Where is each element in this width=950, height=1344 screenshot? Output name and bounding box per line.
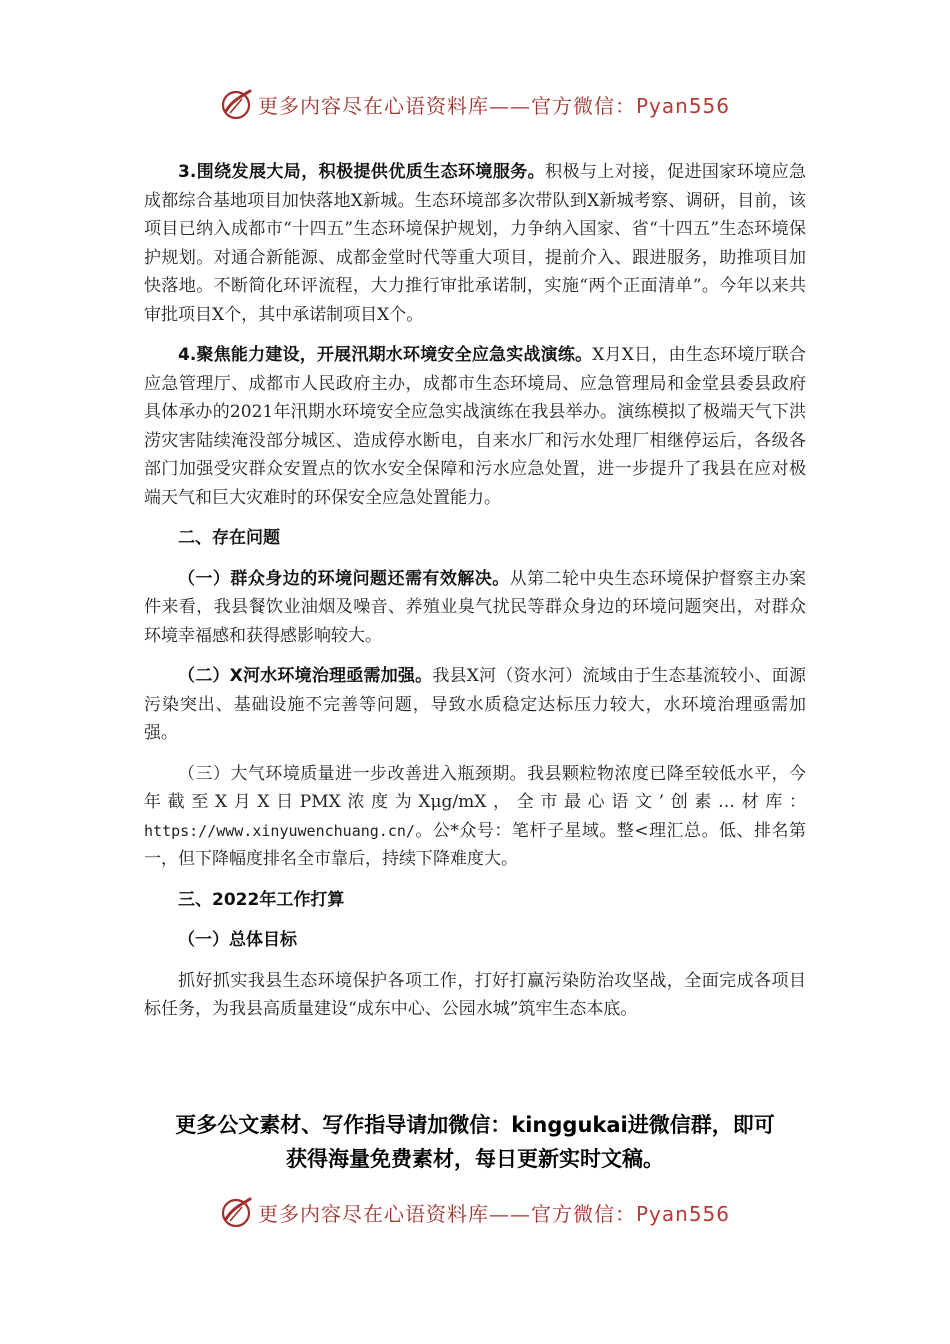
issue-2 [144, 662, 806, 748]
paragraph-item-4 [144, 341, 806, 512]
goal-paragraph: 抓好抓实我县生态环境保护各项工作，打好打赢污染防治攻坚战，全面完成各项目标任务，为我县高质量建设“成东中心、公园水城”筑牢生态本底。 [144, 970, 806, 1019]
banner-wechat-id: Pyan556 [635, 93, 730, 118]
paragraph-text: （三）大气环境质量进一步改善进入瓶颈期。我县颗粒物浓度已降至较低水平，今年截至X月X日PMX浓度为Xμg/mX，全市最心语文’创素…材库： [144, 763, 806, 812]
banner-wechat-id: Pyan556 [635, 1201, 730, 1226]
banner-label: 更多内容尽在心语资料库——官方微信： [257, 93, 636, 118]
paragraph-text: 从第二轮中央生态环境保护督察主办案件来看，我县餐饮业油烟及噪音、养殖业臭气扰民等群众身边的环境问题突出，对群众环境幸福感和获得感影响较大。 [144, 568, 807, 646]
paragraph-lead: 4.聚焦能力建设，开展汛期水环境安全应急实战演练。 [178, 345, 593, 365]
promo-line-1: 更多公文素材、写作指导请加微信：kinggukai进微信群，即可 [175, 1113, 775, 1137]
section-heading-2: 二、存在问题 [178, 528, 280, 548]
promo-line-2: 获得海量免费素材，每日更新实时文稿。 [286, 1147, 664, 1171]
watermark-url: https://www.xinyuwenchuang.cn/ [144, 821, 415, 840]
paragraph-item-3 [144, 158, 806, 329]
paragraph-lead: 3.围绕发展大局，积极提供优质生态环境服务。 [178, 162, 546, 182]
issue-3 [144, 760, 806, 874]
issue-1 [144, 565, 806, 651]
pen-logo-icon [220, 87, 254, 121]
subsection-heading: （一）总体目标 [178, 930, 297, 950]
banner-label: 更多内容尽在心语资料库——官方微信： [257, 1201, 636, 1226]
paragraph-text: 积极与上对接，促进国家环境应急成都综合基地项目加快落地X新城。生态环境部多次带队到X新城考察、调研，目前，该项目已纳入成都市“十四五”生态环境保护规划，力争纳入国家、省“十四五”生态环境保护规划。对通合新能源、成都金堂时代等重大项目，提前介入、跟进服务，助推项目加快落地。不断简化环评流程，大力推行审批承诺制，实施“两个正面清单”。今年以来共审批项目X个，其中承诺制项目X个。 [144, 162, 806, 325]
paragraph-text: 。公*众号：笔杆子星域。整<理汇总。低、排名第一，但下降幅度排名全市靠后，持续下降难度大。 [144, 820, 806, 869]
document-body [144, 158, 806, 1036]
pen-logo-icon [220, 1195, 254, 1229]
banner-text [258, 1198, 730, 1227]
paragraph-text: X月X日，由生态环境厅联合应急管理厅、成都市人民政府主办，成都市生态环境局、应急管理局和金堂县委县政府具体承办的2021年汛期水环境安全应急实战演练在我县举办。演练模拟了极端天气下洪涝灾害陆续淹没部分城区、造成停水断电，自来水厂和污水处理厂相继停运后，各级各部门加强受灾群众安置点的饮水安全保障和污水应急处置，进一步提升了我县在应对极端天气和巨大灾难时的环保安全应急处置能力。 [144, 345, 806, 508]
paragraph-lead: （一）群众身边的环境问题还需有效解决。 [178, 568, 510, 589]
promo-block [130, 1108, 820, 1176]
paragraph-lead: （二）X河水环境治理亟需加强。 [178, 666, 433, 686]
header-banner [0, 82, 950, 126]
section-heading-3: 三、2022年工作打算 [178, 889, 345, 910]
banner-text [258, 90, 730, 119]
paragraph-text: 我县X河（资水河）流域由于生态基流较小、面源污染突出、基础设施不完善等问题，导致水质稳定达标压力较大，水环境治理亟需加强。 [144, 666, 807, 743]
footer-banner [0, 1190, 950, 1234]
